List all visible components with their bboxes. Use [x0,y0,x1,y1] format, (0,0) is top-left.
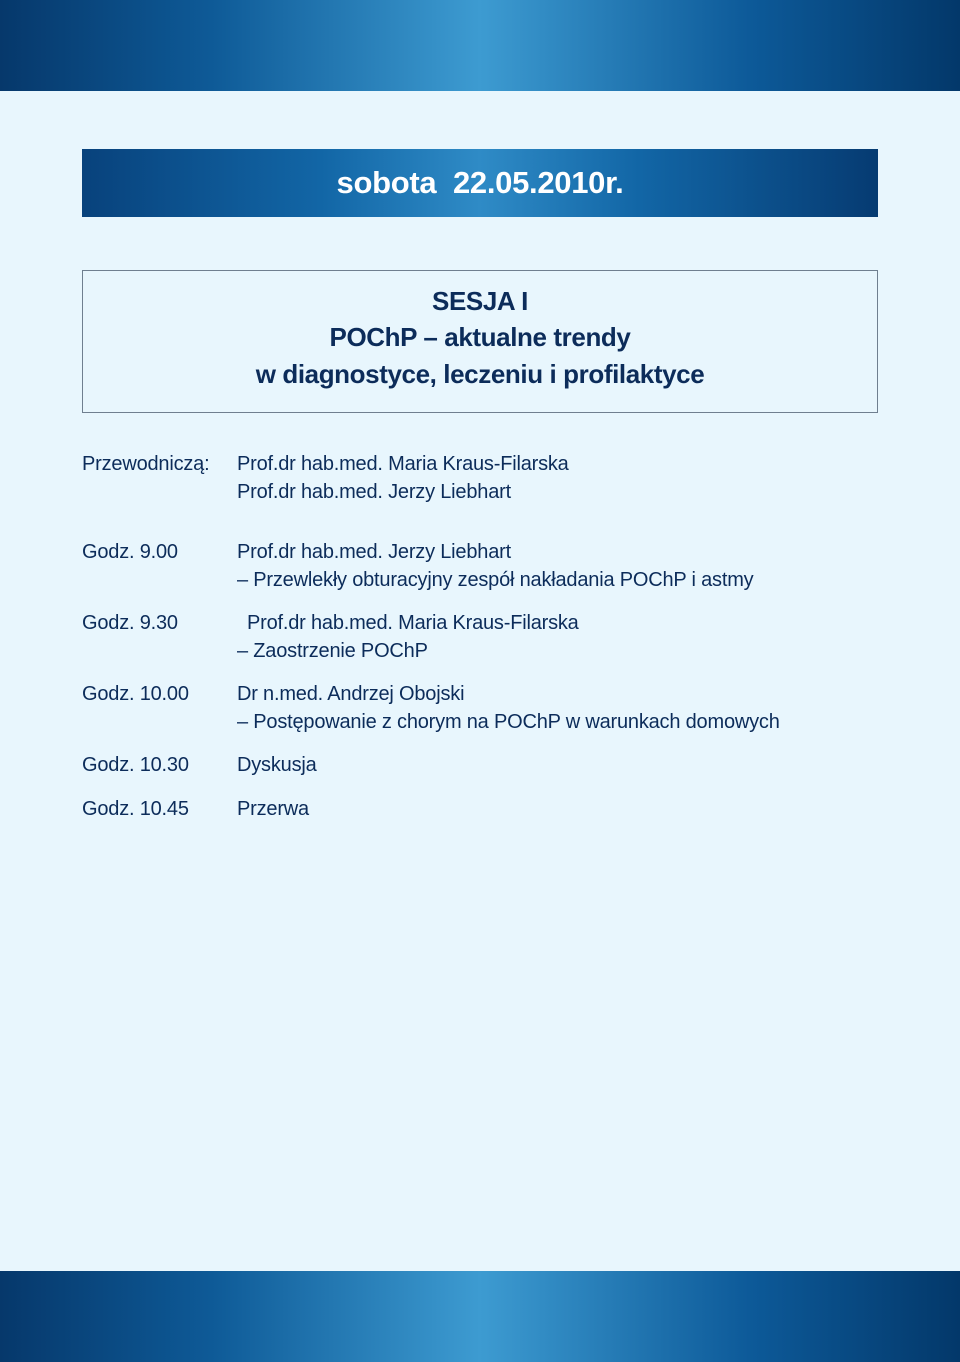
schedule-time: Godz. 10.30 [82,754,189,776]
schedule-time: Godz. 9.00 [82,541,178,563]
chair-name: Prof.dr hab.med. Jerzy Liebhart [237,481,511,503]
session-subtitle-line1: POChP – aktualne trendy [329,322,631,352]
schedule-time: Godz. 9.30 [82,612,178,634]
schedule-time: Godz. 10.45 [82,798,189,820]
date-banner [82,149,878,217]
schedule-item-discussion: Dyskusja [237,754,317,776]
schedule-topic: – Przewlekły obturacyjny zespół nakładania POChP i astmy [237,569,754,591]
bottom-decorative-band [0,1271,960,1362]
session-title-box [82,270,878,413]
schedule-time: Godz. 10.00 [82,683,189,705]
schedule-speaker: Dr n.med. Andrzej Obojski [237,683,465,705]
schedule-topic: – Zaostrzenie POChP [237,640,428,662]
session-number: SESJA I [432,286,528,316]
schedule-topic: – Postępowanie z chorym na POChP w warunkach domowych [237,711,780,733]
schedule-speaker: Prof.dr hab.med. Jerzy Liebhart [237,541,511,563]
chair-name: Prof.dr hab.med. Maria Kraus-Filarska [237,453,569,475]
session-subtitle-line2: w diagnostyce, leczeniu i profilaktyce [255,359,705,389]
top-decorative-band [0,0,960,91]
schedule-speaker: Prof.dr hab.med. Maria Kraus-Filarska [247,612,579,634]
chairs-label: Przewodniczą: [82,453,210,475]
session-date: sobota 22.05.2010r. [336,165,624,200]
schedule-item-break: Przerwa [237,798,309,820]
